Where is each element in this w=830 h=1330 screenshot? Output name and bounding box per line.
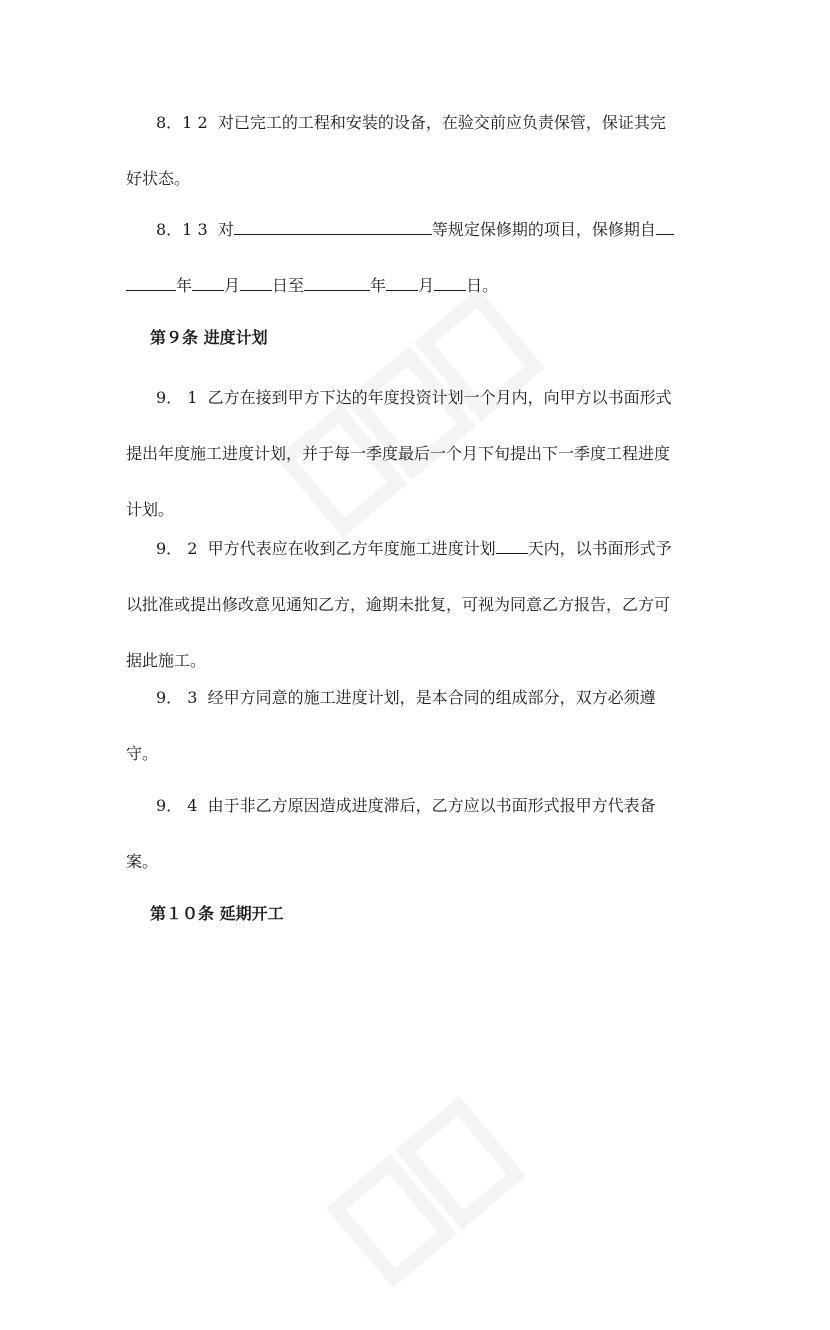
clause-9-2 (126, 521, 702, 689)
clause-text: 年 (176, 276, 193, 295)
clause-9-3 (126, 670, 702, 782)
clause-text: 据此施工。 (126, 651, 207, 670)
clause-text: 日至 (272, 276, 305, 295)
fill-in-blank (434, 274, 466, 291)
fill-in-blank (656, 218, 674, 235)
clause-text: 对已完工的工程和安装的设备，在验交前应负责保管，保证其完 (217, 113, 666, 132)
clause-number: 9． 2 (156, 539, 198, 558)
clause-text: 乙方在接到甲方下达的年度投资计划一个月内，向甲方以书面形式 (207, 388, 672, 407)
section-heading-10: 第１０条 延期开工 (150, 904, 284, 923)
clause-number: 9． 3 (156, 688, 198, 707)
fill-in-blank (496, 537, 528, 554)
clause-text: 月 (224, 276, 241, 295)
fill-in-blank (192, 274, 224, 291)
fill-in-blank (386, 274, 418, 291)
clause-text: 对 (217, 220, 234, 239)
fill-in-blank (240, 274, 272, 291)
clause-number: 9． 4 (156, 796, 198, 815)
fill-in-blank (304, 274, 370, 291)
clause-text: 月 (418, 276, 435, 295)
clause-8-13 (126, 202, 702, 314)
clause-text: 由于非乙方原因造成进度滞后，乙方应以书面形式报甲方代表备 (207, 796, 656, 815)
clause-9-1 (126, 370, 702, 538)
clause-text: 等规定保修期的项目，保修期自 (431, 220, 656, 239)
clause-text: 计划。 (126, 500, 175, 519)
clause-number: 9． 1 (156, 388, 198, 407)
clause-text: 甲方代表应在收到乙方年度施工进度计划 (207, 539, 496, 558)
clause-text: 经甲方同意的施工进度计划，是本合同的组成部分，双方必须遵 (207, 688, 656, 707)
fill-in-blank (126, 274, 176, 291)
clause-text: 年 (370, 276, 387, 295)
clause-number: 8．1 3 (156, 220, 208, 239)
clause-9-4 (126, 778, 702, 890)
clause-text: 提出年度施工进度计划，并于每一季度最后一个月下旬提出下一季度工程进度 (126, 444, 671, 463)
clause-text: 案。 (126, 852, 159, 871)
section-heading-9: 第９条 进度计划 (150, 328, 268, 347)
clause-text: 天内，以书面形式予 (527, 539, 672, 558)
clause-8-12 (126, 95, 702, 207)
fill-in-blank (234, 218, 432, 235)
clause-number: 8．1 2 (156, 113, 208, 132)
clause-text: 日。 (466, 276, 499, 295)
clause-text: 以批准或提出修改意见通知乙方，逾期未批复，可视为同意乙方报告，乙方可 (126, 595, 671, 614)
watermark-icon-bottom (300, 1010, 620, 1330)
clause-text: 好状态。 (126, 169, 191, 188)
clause-text: 守。 (126, 744, 159, 763)
